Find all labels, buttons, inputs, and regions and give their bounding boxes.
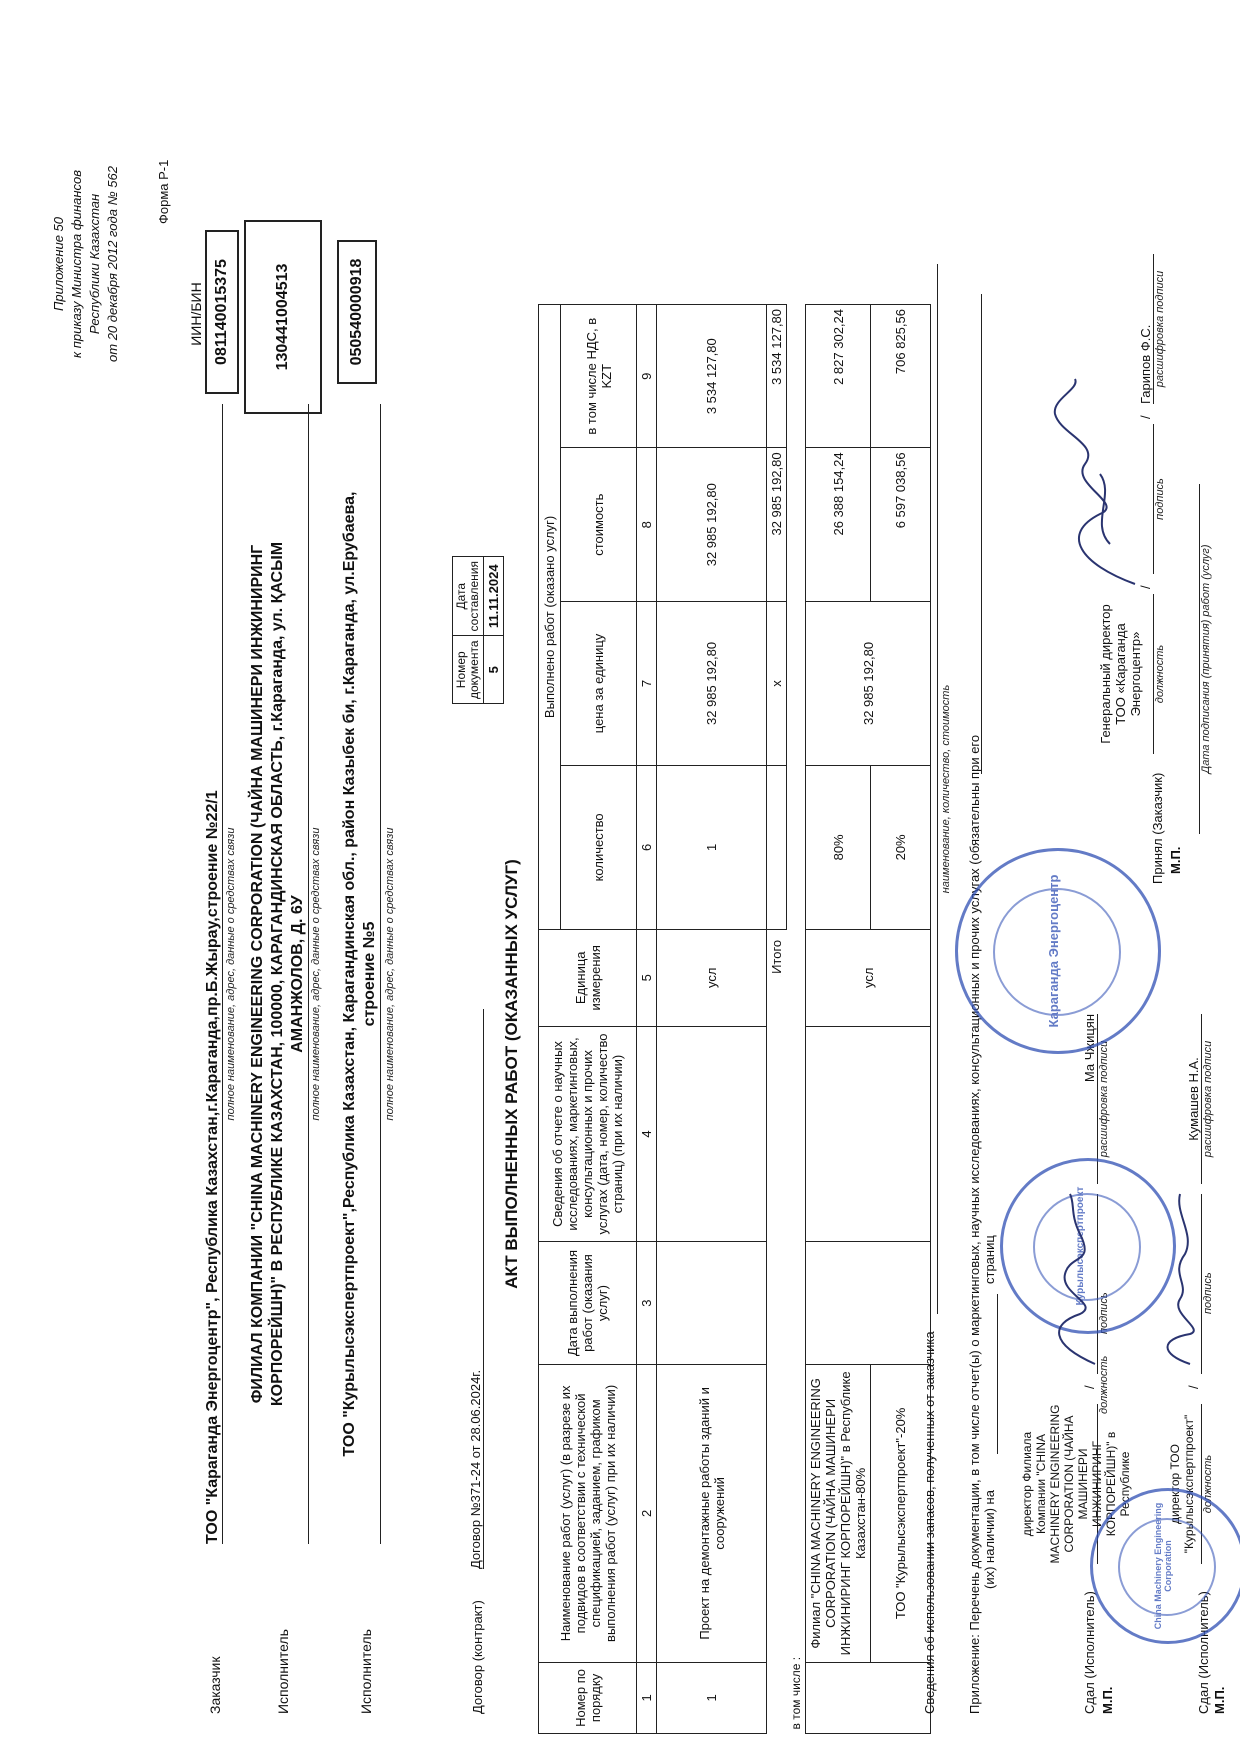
doc-number: 5 xyxy=(484,636,504,704)
stamp-ke-text: Караганда Энергоцентр xyxy=(1046,874,1061,1028)
appendix-header xyxy=(50,44,122,484)
appendix-line xyxy=(980,294,982,774)
header-price: цена за единицу xyxy=(561,602,637,766)
sub2-vat: 706 825,56 xyxy=(871,305,931,448)
customer-caption: полное наименование, адрес, данные о средствах связи xyxy=(225,827,237,1121)
handed-sign-caption-1: подпись xyxy=(1098,1292,1110,1334)
mp-3: М.П. xyxy=(1168,846,1183,874)
accepted-sign-caption: подпись xyxy=(1154,478,1166,520)
header-report: Сведения об отчете о научных исследованиях, маркетинговых, консультационных и прочих услугах (дата, номер, количество страниц) (при их наличии) xyxy=(539,1026,637,1241)
row-cost: 32 985 192,80 xyxy=(657,448,767,602)
col-num: 3 xyxy=(637,1242,657,1365)
header-qty: количество xyxy=(561,765,637,929)
stock-info-caption: наименование, количество, стоимость xyxy=(940,684,952,894)
sub1-vat: 2 827 302,24 xyxy=(806,305,871,448)
row-qty: 1 xyxy=(657,765,767,929)
total-cost: 32 985 192,80 xyxy=(767,448,787,602)
appendix-text-2: (их) наличии) на xyxy=(982,1490,997,1589)
executor2-label: Исполнитель xyxy=(358,1629,374,1714)
signature-kumashev xyxy=(1150,1184,1210,1374)
sub2-name: ТОО "Курылысэкспертпроект"-20% xyxy=(871,1364,931,1662)
header-done: Выполнено работ (оказано услуг) xyxy=(539,305,561,930)
sub1-qty: 80% xyxy=(806,765,871,929)
table-row xyxy=(657,305,767,1734)
total-label: Итого xyxy=(769,939,785,974)
stock-info-line xyxy=(936,264,938,1314)
col-num: 6 xyxy=(637,765,657,929)
row-name: Проект на демонтажные работы зданий и сооружений xyxy=(657,1364,767,1662)
executor1-name-line3: АМАНЖОЛОВ, Д. 6У xyxy=(288,404,309,1544)
handed-name-1: Ма Чжицян xyxy=(1082,1014,1098,1184)
col-num: 4 xyxy=(637,1026,657,1241)
sub2-qty: 20% xyxy=(871,765,931,929)
row-price: 32 985 192,80 xyxy=(657,602,767,766)
sub1-cost: 26 388 154,24 xyxy=(806,448,871,602)
contract-label: Договор (контракт) xyxy=(470,1600,485,1714)
col-num: 9 xyxy=(637,305,657,448)
document-title: АКТ ВЫПОЛНЕННЫХ РАБОТ (ОКАЗАННЫХ УСЛУГ) xyxy=(502,859,521,1289)
handed-label-2: Сдал (Исполнитель) xyxy=(1196,1591,1211,1714)
sub1-name: Филиал "CHINA MACHINERY ENGINEERING CORPORATION (ЧАЙНА МАШИНЕРИ ИНЖИНИРИНГ КОРПОРЕЙШН)" в Республике Казахстан-80% xyxy=(806,1364,871,1662)
row-vat: 3 534 127,80 xyxy=(657,305,767,448)
customer-iin: 081140015375 xyxy=(205,230,239,394)
stamp-ke xyxy=(955,848,1161,1054)
header-vat: в том числе НДС, в KZT xyxy=(561,305,637,448)
appendix-line-2: к приказу Министра финансов xyxy=(69,170,84,359)
stamp-cmec xyxy=(1090,1488,1240,1644)
including-label: в том числе : xyxy=(789,1656,803,1730)
row-unit: усл xyxy=(657,929,767,1026)
appendix-line-3: Республики Казахстан xyxy=(87,193,102,335)
sub-date xyxy=(806,1242,931,1365)
accepted-name: Гарипов Ф.С. xyxy=(1138,254,1154,404)
handed-position-caption-2: должность xyxy=(1202,1454,1214,1514)
stock-info-label: Сведения об использовании запасов, полученных от заказчика xyxy=(922,1331,937,1714)
stamp-cmec-text: China Machinery Engineering Corporation xyxy=(1153,1502,1173,1630)
executor1-label: Исполнитель xyxy=(275,1629,291,1714)
doc-date-label: Дата составления xyxy=(453,557,484,636)
handed-position-caption-1: должность xyxy=(1098,1355,1110,1414)
executor1-caption: полное наименование, адрес, данные о средствах связи xyxy=(310,827,322,1121)
appendix-text: Приложение: Перечень документации, в том числе отчет(ы) о маркетинговых, научных исследованиях, консультационных и прочих услугах (обязательны при его xyxy=(967,734,982,1714)
header-date: Дата выполнения работ (оказания услуг) xyxy=(539,1242,637,1365)
executor2-name-line1: ТОО "Курылысэкспертпроект",Республика Казахстан, Карагандинская обл., район Казыбек би, г.Караганда, ул.Ерубаева, xyxy=(341,491,358,1457)
handed-label: Сдал (Исполнитель) xyxy=(1082,1591,1097,1714)
total-qty xyxy=(767,765,787,929)
mp-2: М.П. xyxy=(1212,1686,1227,1714)
executor2-name xyxy=(340,404,381,1544)
col-num: 2 xyxy=(637,1364,657,1662)
executor2-name-line2: строение №5 xyxy=(360,404,381,1544)
customer-label: Заказчик xyxy=(207,1656,223,1714)
header-name: Наименование работ (услуг) (в разрезе их подвидов в соответствии с технической спецификацией, заданием, графиком выполнения работ (услуг) при их наличии) xyxy=(539,1364,637,1662)
accepted-position: Генеральный директор ТОО «Караганда Энергоцентр» xyxy=(1098,604,1143,744)
row-date xyxy=(657,1242,767,1365)
signature-ma xyxy=(1040,1184,1110,1374)
doc-info-table xyxy=(452,556,504,704)
total-row xyxy=(767,305,787,1734)
handed-name-2: Кумашев Н.А. xyxy=(1186,1014,1202,1184)
act-page: Приложение 50 к приказу Министра финансов Республики Казахстан от 20 декабря 2012 года № 562 Форма Р-1 ИИН/БИН Заказчик ТОО "Караганда Энергоцентр", Республика Казахстан,г.Караганда,пр.Б.Жырау,строение №22/1 полное наименование, адрес, данные о средствах связи 081140015375 Исполнитель ФИЛИАЛ КОМПАНИИ "CHINA MACHINERY ENGINEERING CORPORATION (ЧАЙНА МАШИНЕРИ ИНЖИНИРИНГ КОРПОРЕЙШН)" В РЕСПУБЛИКЕ КАЗАХСТАН, 100000, КАРАГАНДИНСКАЯ ОБЛАСТЬ, г.Караганда, ул. ҚАСЫМ АМАНЖОЛОВ, Д. 6У полное наименование, адрес, данные о средствах связи 130441004513 Исполнитель ТОО "Курылысэкспертпроект",Республика Казахстан, Карагандинская обл., район Казыбек би, г.Караганда, ул.Ерубаева, строение №5 полное наименование, адрес, данные о средствах связи 050540000918 Договор (контракт) Договор №371-24 от 28.06.2024г. Номер документа Дата составления 5 11.11.2024 АКТ ВЫПОЛНЕННЫХ РАБОТ (ОКАЗАННЫХ УСЛУГ) Номер по порядку Наименование работ (услуг) (в разрезе их подвидов в соответствии с технической спецификацией, заданием, графиком выполнения работ (услуг) при их наличии) Дата выполнения работ (оказания услуг) Сведения об отчете о научных исследованиях, маркетинговых, консультационных и прочих услугах (дата, номер, количество страниц) (при их наличии) Единица измерения Выполнено работ (оказано услуг) количество цена за единицу стоимость в том числе НДС, в KZT 1 2 3 4 5 6 7 8 9 1 Проект на демонтажные работы зданий и сооружений усл 1 32 985 192,80 32 985 192,80 3 534 127,80 Итого x 32 985 192,80 3 534 127,80 в том числе : Филиал "CHINA MACHINERY ENGINEERING CORPORATION (ЧАЙНА МАШИНЕРИ ИНЖИНИРИНГ КОРПОРЕЙШН)" в Республике Казахстан-80% усл 80% 32 985 192,80 26 388 154,24 2 827 302,24 ТОО "Курылысэкспертпроект"-20% 20% 6 597 038,56 706 825,56 Сведения об использовании запасов, полученных от заказчика наименование, количество, стоимость Приложение: Перечень документации, в том числе отчет(ы) о маркетинговых, научных исследованиях, консультационных и прочих услугах (обязательны при его (их) наличии) на страниц Сдал (Исполнитель) директор Филиала Компании "CHINA MACHINERY ENGINEERING CORPORATION (ЧАЙНА МАШИНЕРИ ИНЖИНИРИНГ КОРПОРЕЙШН)" в Республике должность / подпись Ма Чжицян расшифровка подписи М.П. Сдал (Исполнитель) директор ТОО "Курылысэкспертпроект" должность / подпись Кумашев Н.А. расшифровка подписи М.П. Принял (Заказчик) Генеральный директор ТОО «Караганда Энергоцентр» должность / подпись / Гарипов Ф.С. расшифровка подписи М.П. Дата подписания (принятия) работ (услуг) China Machinery Engineering Corporation Курылысэкспертпроект Караганда Энергоцентр xyxy=(0,0,1240,1754)
accepted-label: Принял (Заказчик) xyxy=(1150,772,1165,884)
handed-decode-caption-2: расшифровка подписи xyxy=(1202,1040,1214,1158)
col-num: 1 xyxy=(637,1662,657,1733)
total-vat: 3 534 127,80 xyxy=(767,305,787,448)
works-table xyxy=(538,304,931,1734)
executor2-caption: полное наименование, адрес, данные о средствах связи xyxy=(384,827,396,1121)
table-row xyxy=(806,305,871,1734)
signature-garipov xyxy=(1040,374,1160,604)
sub-report xyxy=(806,1026,931,1241)
row-report xyxy=(657,1026,767,1241)
mp-1: М.П. xyxy=(1100,1686,1115,1714)
header-unit: Единица измерения xyxy=(539,929,637,1026)
sub-num xyxy=(806,1662,931,1733)
header-cost: стоимость xyxy=(561,448,637,602)
col-num: 8 xyxy=(637,448,657,602)
executor1-iin: 130441004513 xyxy=(244,220,322,414)
doc-number-label: Номер документа xyxy=(453,636,484,704)
customer-name: ТОО "Караганда Энергоцентр", Республика Казахстан,г.Караганда,пр.Б.Жырау,строение №22/1 xyxy=(204,404,223,1544)
handed-position-1: директор Филиала Компании "CHINA MACHINERY ENGINEERING CORPORATION (ЧАЙНА МАШИНЕРИ ИНЖИНИРИНГ КОРПОРЕЙШН)" в Республике xyxy=(1020,1404,1132,1564)
row-num: 1 xyxy=(657,1662,767,1733)
total-price: x xyxy=(767,602,787,766)
handed-position-2: директор ТОО "Курылысэкспертпроект" xyxy=(1168,1414,1196,1554)
stamp-kep-text: Курылысэкспертпроект xyxy=(1075,1186,1086,1306)
accepted-decode-caption: расшифровка подписи xyxy=(1154,270,1166,388)
appendix-pages-line xyxy=(996,1294,998,1454)
iin-label: ИИН/БИН xyxy=(188,282,204,346)
header-num: Номер по порядку xyxy=(539,1662,637,1733)
sub2-cost: 6 597 038,56 xyxy=(871,448,931,602)
sub-price: 32 985 192,80 xyxy=(806,602,931,766)
sub-unit: усл xyxy=(806,929,931,1026)
handed-decode-caption-1: расшифровка подписи xyxy=(1098,1040,1110,1158)
executor1-name-line2: КОРПОРЕЙШН)" В РЕСПУБЛИКЕ КАЗАХСТАН, 100000, КАРАГАНДИНСКАЯ ОБЛАСТЬ, г.Караганда, ул. ҚАСЫМ xyxy=(269,541,286,1407)
doc-date: 11.11.2024 xyxy=(484,557,504,636)
handed-sign-caption-2: подпись xyxy=(1202,1272,1214,1314)
sign-date-caption: Дата подписания (принятия) работ (услуг) xyxy=(1200,544,1212,774)
appendix-line-4: от 20 декабря 2012 года № 562 xyxy=(105,166,120,362)
executor1-name xyxy=(248,404,309,1544)
executor2-iin: 050540000918 xyxy=(337,240,377,384)
appendix-pages: страниц xyxy=(982,1235,997,1284)
contract-value: Договор №371-24 от 28.06.2024г. xyxy=(468,1009,484,1569)
accepted-position-caption: должность xyxy=(1154,644,1166,704)
appendix-line-1: Приложение 50 xyxy=(51,217,66,312)
form-label: Форма Р-1 xyxy=(156,159,171,224)
col-num: 7 xyxy=(637,602,657,766)
col-num: 5 xyxy=(637,929,657,1026)
executor1-name-line1: ФИЛИАЛ КОМПАНИИ "CHINA MACHINERY ENGINEERING CORPORATION (ЧАЙНА МАШИНЕРИ ИНЖИНИРИНГ xyxy=(249,544,266,1404)
